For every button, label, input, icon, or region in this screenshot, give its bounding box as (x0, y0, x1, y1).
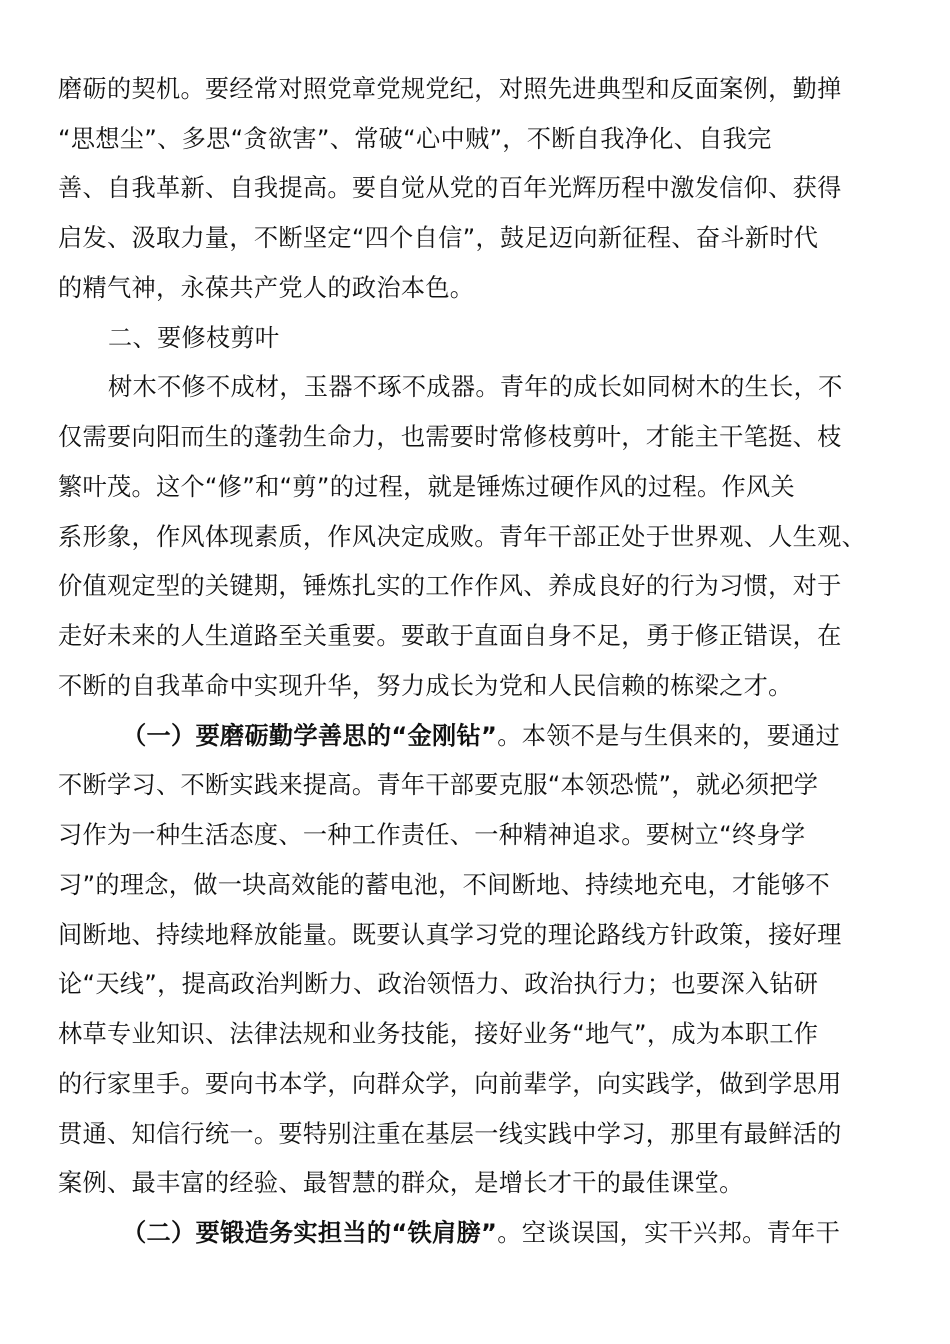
subsection-heading: （一）要磨砺勤学善思的“金刚钻” (122, 722, 498, 750)
paragraph-line: 习”的理念，做一块高效能的蓄电池，不间断地、持续地充电，才能够不 (58, 871, 830, 899)
paragraph-line: 不断学习、不断实践来提高。青年干部要克服“本领恐慌”，就必须把学 (58, 771, 819, 799)
paragraph-line: 贯通、知信行统一。要特别注重在基层一线实践中学习，那里有最鲜活的 (58, 1120, 842, 1148)
paragraph-line: 磨砺的契机。要经常对照党章党规党纪，对照先进典型和反面案例，勤掸 (58, 75, 842, 103)
paragraph-line: 系形象，作风体现素质，作风决定成败。青年干部正处于世界观、人生观、 (58, 523, 867, 551)
paragraph-line: 善、自我革新、自我提高。要自觉从党的百年光辉历程中激发信仰、获得 (58, 174, 842, 202)
paragraph-line: 树木不修不成材，玉器不琢不成器。青年的成长如同树木的生长，不 (108, 373, 843, 401)
paragraph-line: 仅需要向阳而生的蓬勃生命力，也需要时常修枝剪叶，才能主干笔挺、枝 (58, 423, 842, 451)
paragraph-line: 间断地、持续地释放能量。既要认真学习党的理论路线方针政策，接好理 (58, 921, 842, 949)
paragraph-line: 习作为一种生活态度、一种工作责任、一种精神追求。要树立“终身学 (58, 821, 806, 849)
paragraph-line: 走好未来的人生道路至关重要。要敢于直面自身不足，勇于修正错误，在 (58, 622, 842, 650)
subsection-line (122, 1218, 950, 1248)
paragraph-line: “思想尘”、多思“贪欲害”、常破“心中贼”，不断自我净化、自我完 (58, 125, 772, 153)
subsection-text: 。本领不是与生俱来的，要通过 (497, 722, 841, 750)
section-heading: 二、要修枝剪叶 (108, 324, 280, 352)
paragraph-line: 繁叶茂。这个“修”和“剪”的过程，就是锤炼过硬作风的过程。作风关 (58, 473, 795, 501)
paragraph-line: 林草专业知识、法律法规和业务技能，接好业务“地气”，成为本职工作 (58, 1020, 819, 1048)
subsection-text: 。空谈误国，实干兴邦。青年干 (497, 1219, 841, 1247)
paragraph-line: 不断的自我革命中实现升华，努力成长为党和人民信赖的栋梁之才。 (58, 672, 793, 700)
subsection-heading: （二）要锻造务实担当的“铁肩膀” (122, 1219, 498, 1247)
paragraph-line: 论“天线”，提高政治判断力、政治领悟力、政治执行力；也要深入钻研 (58, 970, 819, 998)
paragraph-line: 价值观定型的关键期，锤炼扎实的工作作风、养成良好的行为习惯，对于 (58, 572, 842, 600)
subsection-line (122, 721, 950, 751)
paragraph-line: 的精气神，永葆共产党人的政治本色。 (58, 274, 475, 302)
paragraph-line: 启发、汲取力量，不断坚定“四个自信”，鼓足迈向新征程、奋斗新时代 (58, 224, 819, 252)
paragraph-line: 的行家里手。要向书本学，向群众学，向前辈学，向实践学，做到学思用 (58, 1070, 842, 1098)
paragraph-line: 案例、最丰富的经验、最智慧的群众，是增长才干的最佳课堂。 (58, 1169, 744, 1197)
